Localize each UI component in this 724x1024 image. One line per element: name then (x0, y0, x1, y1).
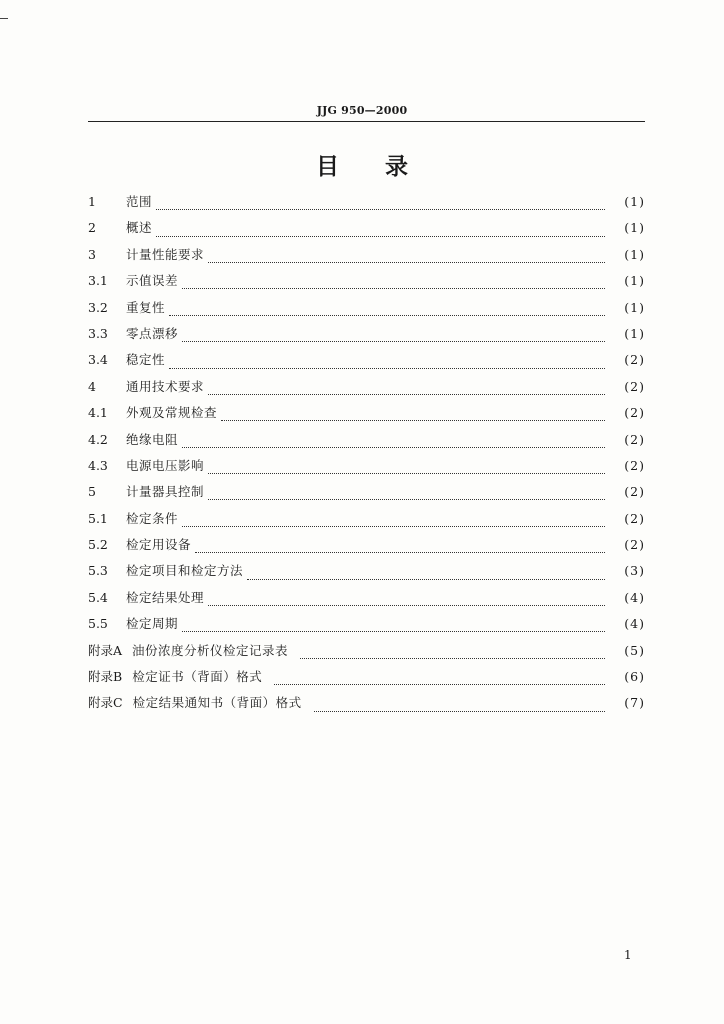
toc-label: 稳定性 (126, 352, 166, 368)
header-rule (88, 121, 645, 122)
toc-entry-4-3[interactable] (88, 456, 645, 482)
toc-entry-5-2[interactable] (88, 535, 645, 561)
toc-page: (1) (624, 246, 645, 262)
toc-entry-3-2[interactable] (88, 298, 645, 324)
toc-label: 检定结果通知书（背面）格式 (132, 695, 302, 711)
toc-entry-5-4[interactable] (88, 588, 645, 614)
dot-leader (182, 287, 605, 289)
toc-label: 零点漂移 (126, 325, 179, 341)
dot-leader (208, 604, 605, 606)
dot-leader (169, 367, 605, 369)
toc-label: 概述 (126, 220, 153, 236)
toc-entry-5-3[interactable] (88, 561, 645, 587)
toc-entry-3-3[interactable] (88, 324, 645, 350)
toc-label: 电源电压影响 (126, 457, 205, 473)
dot-leader (156, 208, 605, 210)
toc-entry-1[interactable] (88, 192, 645, 218)
toc-number: 附录B (88, 669, 123, 685)
toc-number: 5.5 (88, 616, 108, 632)
toc-number: 5.2 (88, 537, 108, 553)
toc-page: (1) (624, 273, 645, 289)
dot-leader (274, 683, 605, 685)
toc-number: 3 (88, 246, 96, 262)
toc-page: (2) (624, 537, 645, 553)
toc-label: 绝缘电阻 (126, 431, 179, 447)
toc-label: 检定证书（背面）格式 (132, 669, 263, 685)
toc-entry-3[interactable] (88, 245, 645, 271)
toc-label: 检定周期 (126, 616, 179, 632)
dot-leader (221, 419, 605, 421)
toc-page: (2) (624, 378, 645, 394)
toc-label: 计量器具控制 (126, 484, 205, 500)
toc-entry-2[interactable] (88, 218, 645, 244)
toc-number: 5.1 (88, 510, 108, 526)
toc-label: 检定条件 (126, 510, 179, 526)
toc-page: (2) (624, 457, 645, 473)
toc-label: 油份浓度分析仪检定记录表 (132, 642, 289, 658)
toc-entry-4-2[interactable] (88, 430, 645, 456)
table-of-contents (88, 192, 645, 720)
toc-number: 2 (88, 220, 96, 236)
toc-page: (2) (624, 431, 645, 447)
toc-entry-4[interactable] (88, 377, 645, 403)
toc-entry-3-1[interactable] (88, 271, 645, 297)
dot-leader (247, 578, 605, 580)
dot-leader (156, 235, 605, 237)
toc-label: 示值误差 (126, 273, 179, 289)
dot-leader (195, 551, 605, 553)
dot-leader (182, 340, 605, 342)
toc-entry-appendix-c[interactable] (88, 693, 645, 719)
toc-page: (4) (624, 589, 645, 605)
toc-label: 范围 (126, 194, 153, 209)
toc-label: 检定结果处理 (126, 589, 205, 605)
toc-label: 计量性能要求 (126, 246, 205, 262)
toc-number: 附录C (88, 695, 123, 711)
toc-page: (1) (624, 194, 645, 209)
dot-leader (300, 657, 605, 659)
dot-leader (182, 630, 605, 632)
toc-page: (4) (624, 616, 645, 632)
toc-page: (7) (624, 695, 645, 711)
toc-number: 附录A (88, 642, 123, 658)
toc-page: (2) (624, 352, 645, 368)
dot-leader (208, 472, 605, 474)
scan-edge-mark (0, 18, 8, 19)
dot-leader (169, 314, 605, 316)
toc-page: (2) (624, 484, 645, 500)
toc-label: 重复性 (126, 299, 166, 315)
toc-number: 5.3 (88, 563, 108, 579)
toc-page: (2) (624, 405, 645, 421)
toc-number: 4 (88, 378, 96, 394)
toc-entry-appendix-a[interactable] (88, 641, 645, 667)
dot-leader (182, 446, 605, 448)
toc-number: 4.2 (88, 431, 108, 447)
dot-leader (182, 525, 605, 527)
toc-page: (2) (624, 510, 645, 526)
toc-label: 检定项目和检定方法 (126, 563, 244, 579)
toc-entry-appendix-b[interactable] (88, 667, 645, 693)
dot-leader (208, 261, 605, 263)
dot-leader (314, 710, 605, 712)
toc-number: 4.3 (88, 457, 108, 473)
toc-entry-4-1[interactable] (88, 403, 645, 429)
toc-page: (6) (624, 669, 645, 685)
toc-number: 5.4 (88, 589, 108, 605)
toc-entry-5-1[interactable] (88, 509, 645, 535)
toc-number: 1 (88, 194, 96, 209)
toc-number: 3.1 (88, 273, 108, 289)
toc-number: 3.4 (88, 352, 108, 368)
toc-number: 3.3 (88, 325, 108, 341)
toc-number: 3.2 (88, 299, 108, 315)
toc-number: 5 (88, 484, 96, 500)
toc-entry-5-5[interactable] (88, 614, 645, 640)
toc-label: 外观及常规检查 (126, 405, 218, 421)
toc-label: 检定用设备 (126, 537, 192, 553)
dot-leader (208, 393, 605, 395)
toc-entry-3-4[interactable] (88, 350, 645, 376)
toc-page: (1) (624, 220, 645, 236)
toc-entry-5[interactable] (88, 482, 645, 508)
toc-page: (5) (624, 642, 645, 658)
toc-page: (3) (624, 563, 645, 579)
page-title: 目 录 (315, 154, 408, 180)
toc-number: 4.1 (88, 405, 108, 421)
page-number: 1 (624, 948, 632, 962)
toc-label: 通用技术要求 (126, 378, 205, 394)
dot-leader (208, 498, 605, 500)
standard-code-header: JJG 950—2000 (316, 104, 408, 117)
toc-page: (1) (624, 325, 645, 341)
toc-page: (1) (624, 299, 645, 315)
